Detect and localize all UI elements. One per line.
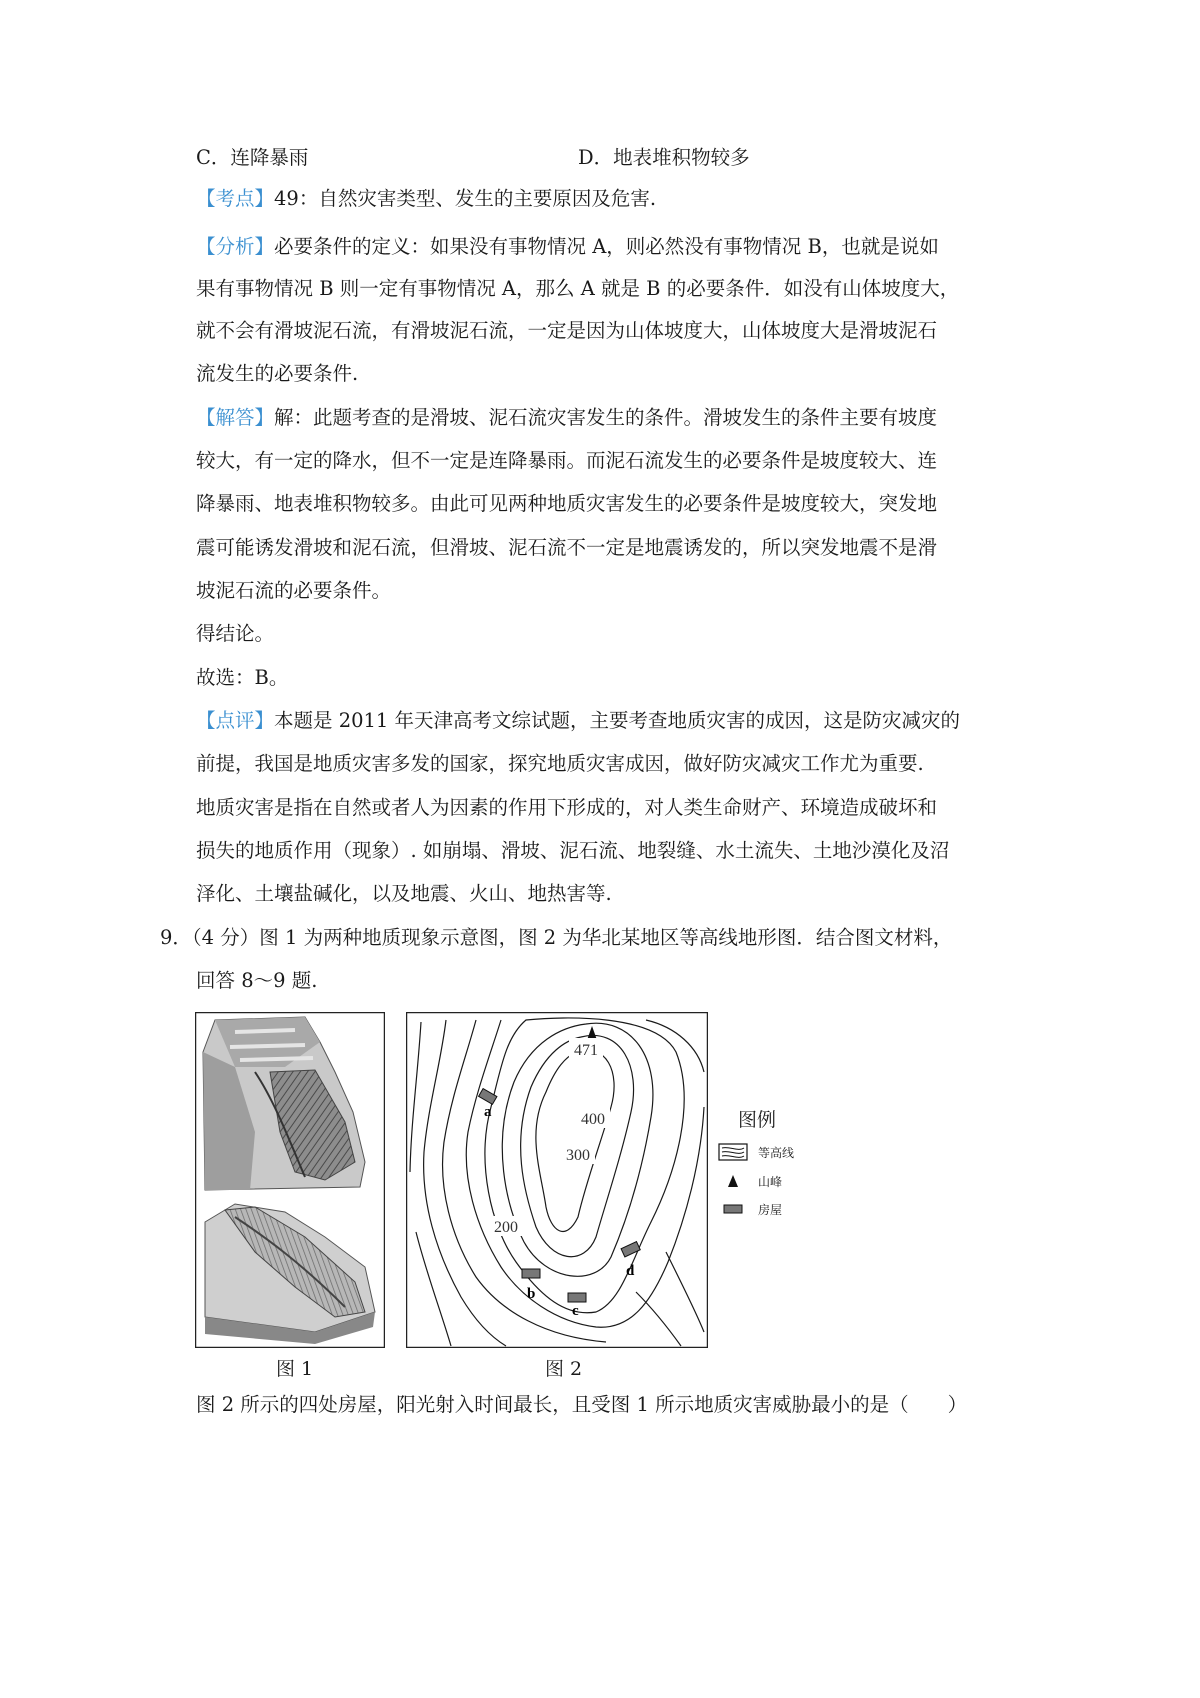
fenxi-label: 【分析】: [196, 235, 275, 258]
figure-1-illustration: [195, 1012, 385, 1348]
jieda-label: 【解答】: [196, 406, 275, 429]
figure-1: [195, 1012, 385, 1348]
jieda-line-1: [196, 405, 937, 431]
dianping-label: 【点评】: [196, 709, 275, 732]
jieda-conclusion: 得结论。: [196, 622, 275, 645]
dianping-line-1: [196, 708, 960, 734]
house-legend-icon: [718, 1200, 748, 1218]
fenxi-line-2: 果有事物情况 B 则一定有事物情况 A，那么 A 就是 B 的必要条件．如没有山体坡度大，: [196, 277, 960, 300]
house-icon: [522, 1269, 540, 1278]
house-label-c: c: [572, 1303, 579, 1319]
jieda-line-4: 震可能诱发滑坡和泥石流，但滑坡、泥石流不一定是地震诱发的，所以突发地震不是滑: [196, 536, 938, 559]
legend: [718, 1105, 828, 1225]
kaodian-line: [196, 186, 656, 212]
legend-item-contour: [718, 1143, 828, 1163]
question9-line-2: 回答 8～9 题.: [196, 969, 318, 992]
peak-elevation-label: 471: [574, 1042, 598, 1059]
jieda-answer: 故选：B。: [196, 666, 289, 689]
dianping-line-2: 前提，我国是地质灾害多发的国家，探究地质灾害成因，做好防灾减灾工作尤为重要.: [196, 752, 924, 775]
fenxi-line-3: 就不会有滑坡泥石流，有滑坡泥石流，一定是因为山体坡度大，山体坡度大是滑坡泥石: [196, 319, 938, 342]
house-icon: [568, 1293, 586, 1302]
dianping-line-4: 损失的地质作用（现象）. 如崩塌、滑坡、泥石流、地裂缝、水土流失、土地沙漠化及沼: [196, 839, 950, 862]
legend-item-house: [718, 1200, 828, 1220]
kaodian-label: 【考点】: [196, 187, 275, 210]
contour-label-300: 300: [566, 1147, 590, 1164]
question-text: 图 2 所示的四处房屋，阳光射入时间最长，且受图 1 所示地质灾害威胁最小的是（ ）: [196, 1393, 968, 1416]
house-label-a: a: [484, 1104, 492, 1120]
figure-2-contour-map: [406, 1012, 708, 1348]
house-label-d: d: [626, 1263, 635, 1279]
dianping-line-3: 地质灾害是指在自然或者人为因素的作用下形成的，对人类生命财产、环境造成破坏和: [196, 796, 938, 819]
jieda-text-1: 解：此题考查的是滑坡、泥石流灾害发生的条件。滑坡发生的条件主要有坡度: [274, 406, 938, 429]
option-d: D．地表堆积物较多: [578, 146, 750, 169]
legend-label-house: 房屋: [758, 1203, 783, 1217]
contour-label-400: 400: [581, 1111, 605, 1128]
figure-2: [406, 1012, 708, 1348]
kaodian-text: 49：自然灾害类型、发生的主要原因及危害.: [274, 187, 657, 210]
legend-label-peak: 山峰: [758, 1175, 783, 1189]
dianping-line-5: 泽化、土壤盐碱化，以及地震、火山、地热害等.: [196, 882, 612, 905]
fenxi-text-1: 必要条件的定义：如果没有事物情况 A，则必然没有事物情况 B，也就是说如: [274, 235, 939, 258]
fenxi-line-4: 流发生的必要条件.: [196, 362, 359, 385]
house-label-b: b: [527, 1286, 536, 1302]
jieda-line-5: 坡泥石流的必要条件。: [196, 579, 392, 602]
jieda-line-2: 较大，有一定的降水，但不一定是连降暴雨。而泥石流发生的必要条件是坡度较大、连: [196, 449, 938, 472]
legend-title: 图例: [738, 1109, 777, 1131]
legend-label-contour: 等高线: [758, 1146, 795, 1160]
option-c: C．连降暴雨: [196, 146, 309, 169]
contour-label-200: 200: [494, 1219, 518, 1236]
contour-legend-icon: [718, 1143, 748, 1161]
legend-item-peak: [718, 1172, 828, 1192]
jieda-line-3: 降暴雨、地表堆积物较多。由此可见两种地质灾害发生的必要条件是坡度较大，突发地: [196, 492, 938, 515]
peak-legend-icon: [718, 1172, 748, 1190]
fenxi-line-1: [196, 234, 939, 260]
figure-2-caption: 图 2: [545, 1358, 583, 1380]
figure-1-caption: 图 1: [276, 1358, 314, 1380]
question9-line-1: 9．（4 分）图 1 为两种地质现象示意图，图 2 为华北某地区等高线地形图．结合图文材料，: [160, 926, 953, 949]
dianping-text-1: 本题是 2011 年天津高考文综试题，主要考查地质灾害的成因，这是防灾减灾的: [274, 709, 961, 732]
